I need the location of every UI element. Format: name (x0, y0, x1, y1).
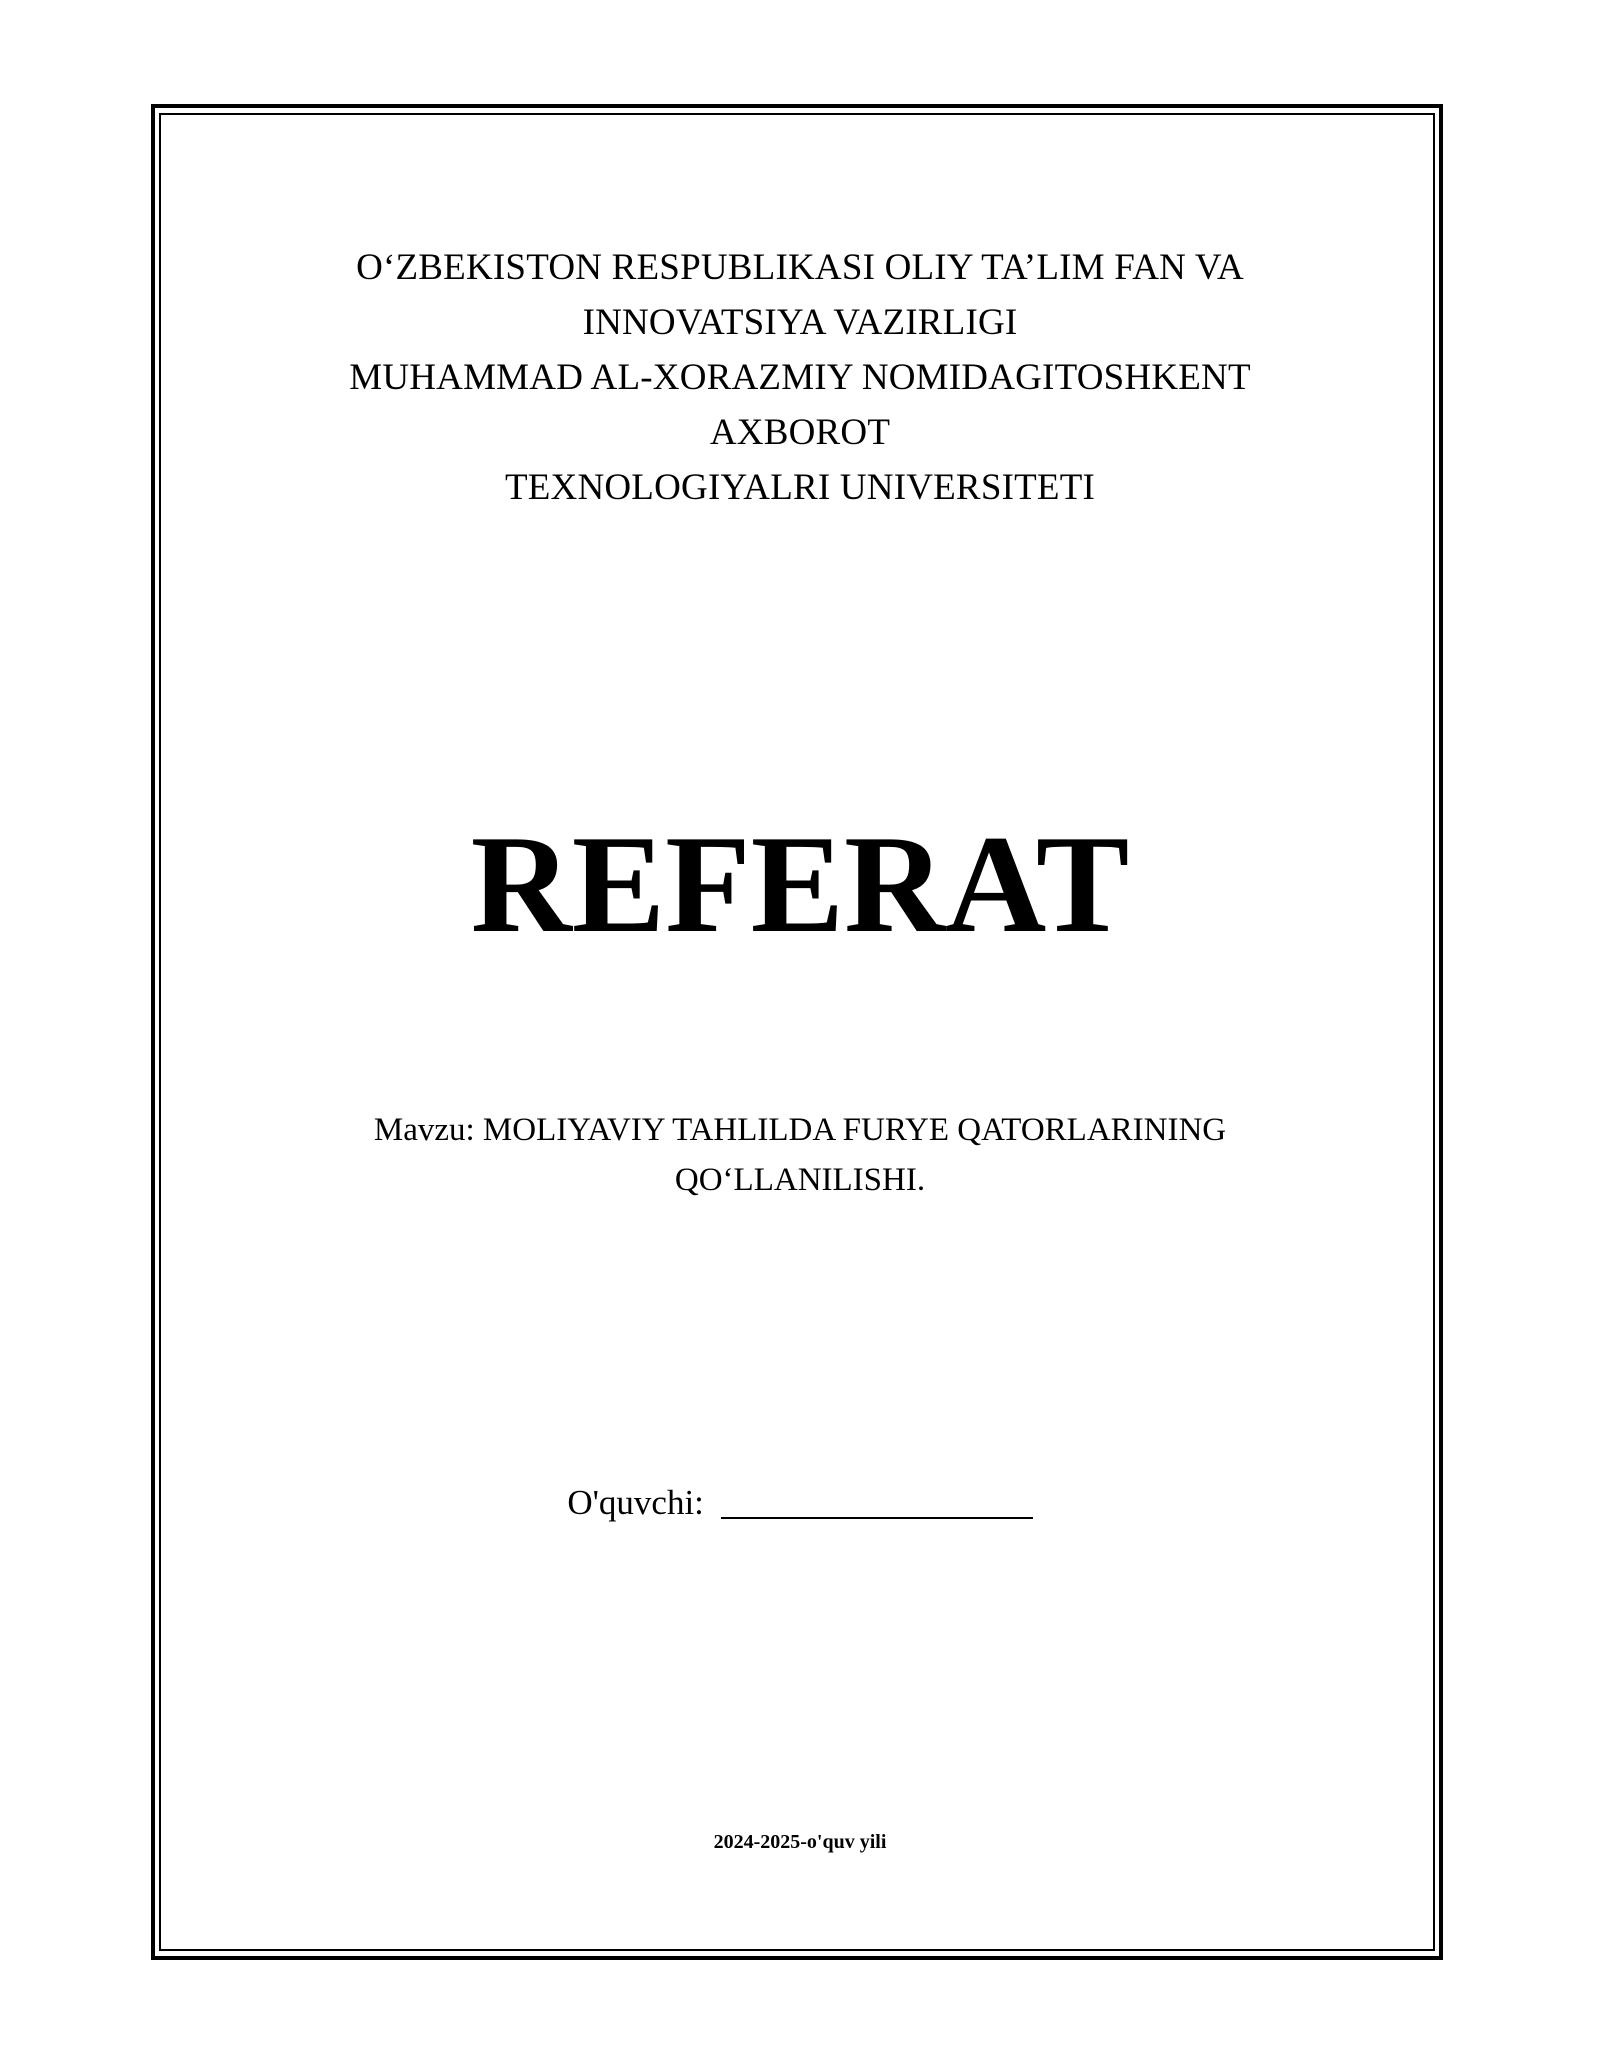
topic-line-1: Mavzu: MOLIYAVIY TAHLILDA FURYE QATORLARINING (373, 1112, 1227, 1148)
header-line-5: TEXNOLOGIYALRI UNIVERSITETI (504, 467, 1096, 508)
topic-line-2: QO‘LLANILISHI. (674, 1162, 926, 1198)
header-line-4: AXBOROT (709, 412, 891, 453)
student-label: O'quvchi: (567, 1483, 704, 1522)
topic-section (200, 1105, 1400, 1205)
student-field (200, 1474, 1400, 1528)
document-title: REFERAT (470, 807, 1130, 962)
header-line-1: O‘ZBEKISTON RESPUBLIKASI OLIY TA’LIM FAN VA (356, 247, 1244, 288)
header-line-2: INNOVATSIYA VAZIRLIGI (582, 302, 1018, 343)
header-line-3: MUHAMMAD AL-XORAZMIY NOMIDAGITOSHKENT (349, 357, 1251, 398)
institution-header (200, 240, 1400, 515)
academic-year: 2024-2025-o'quv yili (713, 1831, 887, 1853)
student-name-blank (721, 1479, 1033, 1519)
